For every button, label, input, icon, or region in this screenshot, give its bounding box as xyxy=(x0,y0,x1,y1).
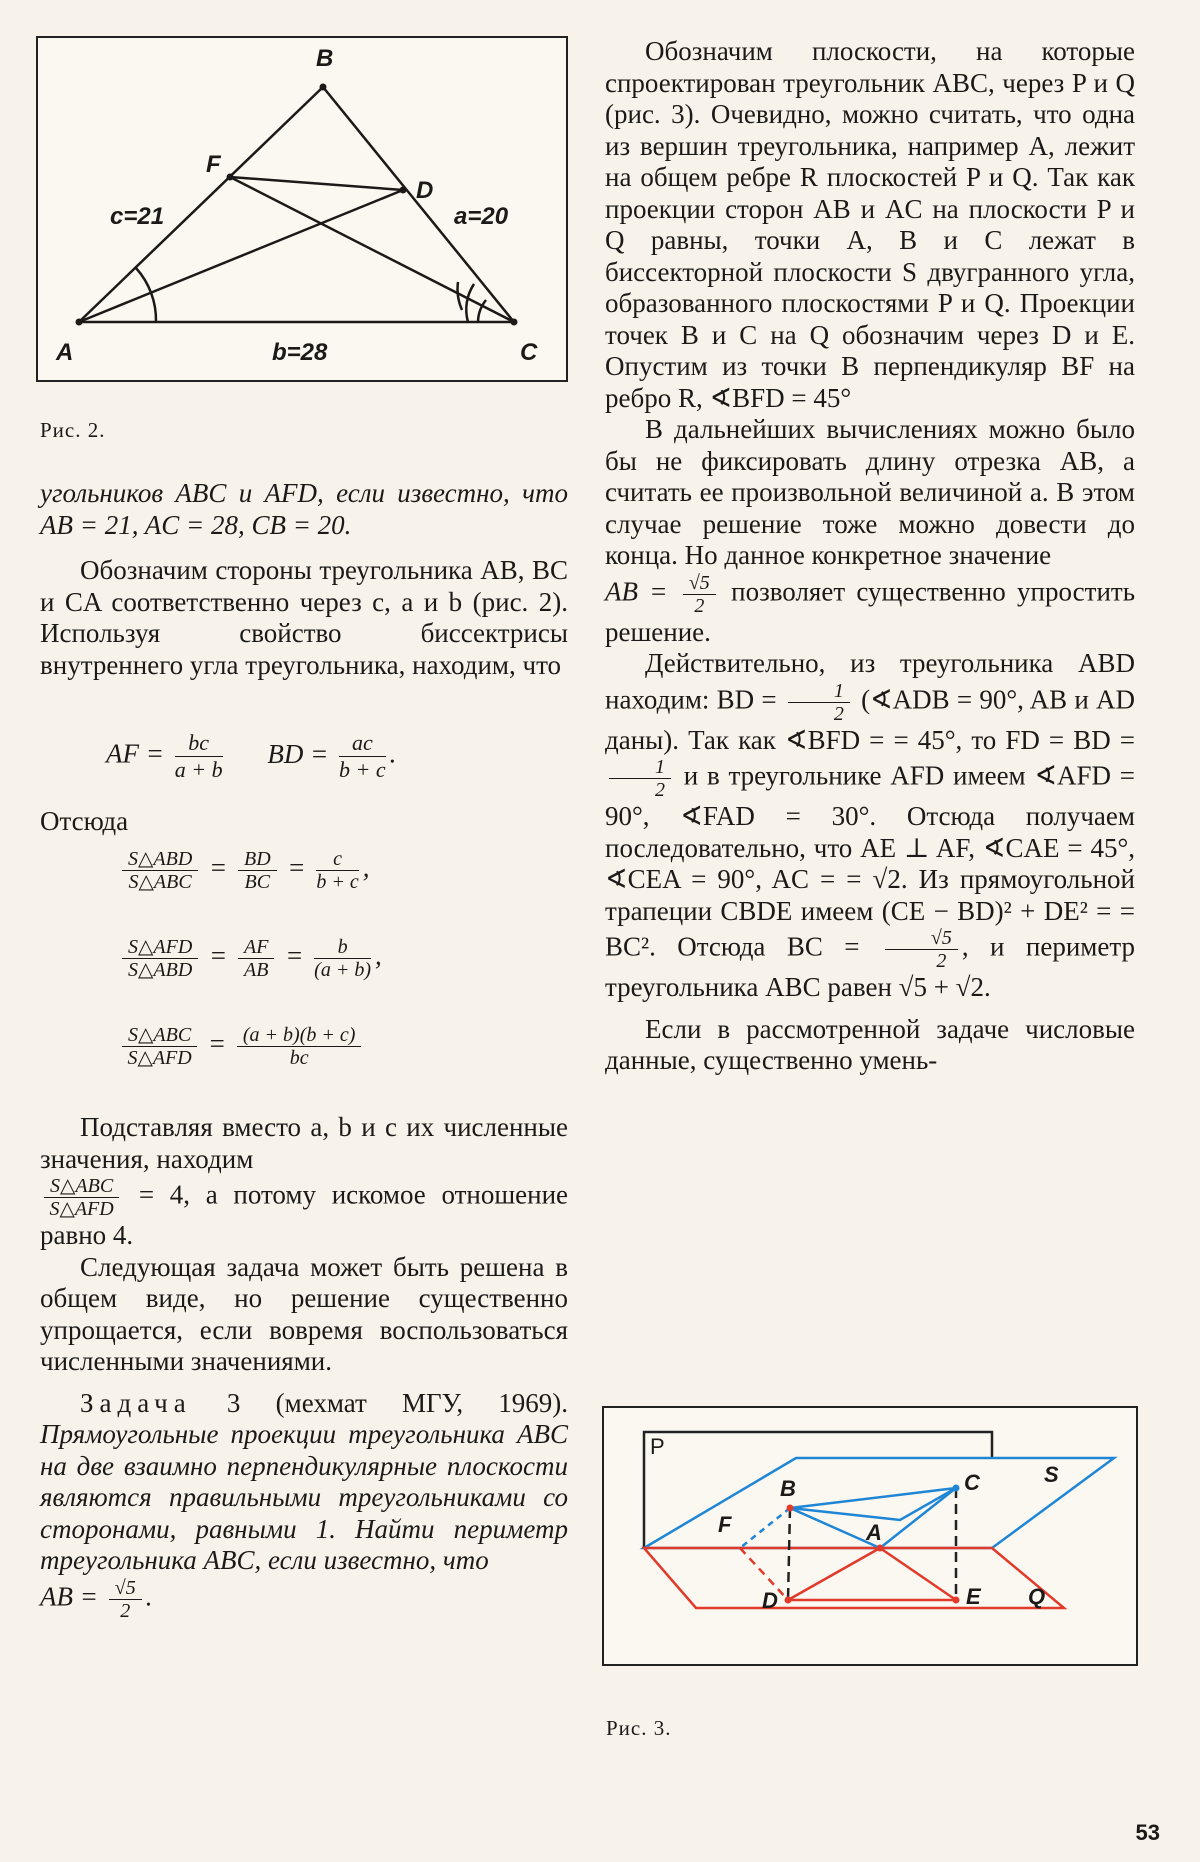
right-para-2-line xyxy=(605,572,1135,649)
r2-mid-num: AF xyxy=(238,936,274,959)
segment-ad xyxy=(788,1548,880,1600)
r1-mid-den: BC xyxy=(244,871,271,893)
f3-label-e: E xyxy=(966,1584,981,1609)
r2-mid-den: AB xyxy=(244,959,269,981)
eq-af-num: bc xyxy=(175,730,223,757)
r2-rhs-den: (a + b) xyxy=(314,959,371,981)
right-para-4: Если в рассмотренной задаче числовые данные, существенно умень- xyxy=(605,1013,1135,1075)
f3-label-d: D xyxy=(762,1588,778,1613)
right-para-2-num: √5 xyxy=(683,572,716,595)
r1-den: S△ABC xyxy=(128,871,192,893)
right-para-3-d: , и периметр треугольника ABC равен √5 + √2. xyxy=(605,931,1135,1002)
right-para-2-den: 2 xyxy=(694,594,705,617)
f3-label-b: B xyxy=(780,1476,796,1501)
r3-num: S△ABC xyxy=(122,1024,197,1047)
r1-rhs-den: b + c xyxy=(316,871,359,893)
task-ab-line: AB = $\frac{√5}{2}$ . xyxy=(40,1576,153,1622)
left-column xyxy=(40,478,568,681)
right-para-3-frac2-den: 2 xyxy=(655,779,665,801)
eq-bd-lhs: BD = xyxy=(267,738,329,769)
p2-frac-num: S△ABC xyxy=(44,1175,119,1198)
right-para-3 xyxy=(605,648,1135,1004)
r3-den: S△AFD xyxy=(127,1047,192,1069)
hence-word: Отсюда xyxy=(40,806,129,836)
f3-label-a: A xyxy=(866,1520,882,1545)
f3-label-q: Q xyxy=(1028,1584,1046,1609)
segment-ae xyxy=(880,1548,956,1600)
label-f: F xyxy=(206,151,221,178)
left-para-3: Следующая задача может быть решена в общем виде, но решение существенно упрощается, если вовремя воспользоваться численными значениями. xyxy=(40,1251,568,1376)
f3-point-b xyxy=(787,1505,794,1512)
point-d xyxy=(400,187,407,194)
right-para-2-end: позволяет существенно упростить решение. xyxy=(605,576,1136,647)
right-para-3-a: Действительно, из треугольника ABD находим: BD = xyxy=(605,648,1135,715)
point-b xyxy=(320,84,327,91)
eq-bd-den: b + c xyxy=(339,757,386,782)
right-para-1: Обозначим плоскости, на которые спроектирован треугольник ABC, через P и Q (рис. 3). Очевидно, можно считать, что одна из вершин треугольника, например A, лежит на общем ребре R плоскостей P и Q. Так как проекции сторон AB и AC на плоскости P и Q равны, точки A, B и C лежат в биссекторной плоскости S двугранного угла, образованного плоскостями P и Q. Проекции точек B и C на Q обозначим через D и E. Опустим из точки B перпендикуляр BF на ребро R, ∢BFD = 45° xyxy=(605,36,1135,413)
figure-3-diagram xyxy=(604,1408,1136,1664)
right-para-3-bc-num: √5 xyxy=(885,927,958,950)
point-f xyxy=(227,174,234,181)
point-a xyxy=(76,319,83,326)
ratio-1: $\frac{\text{S△ABD}}{\text{S△ABC}}$ = $\frac{BD}{BC}$ = $\frac{c}{b + c}$ , xyxy=(118,848,370,893)
f3-label-c: C xyxy=(964,1470,980,1495)
f3-label-s: S xyxy=(1044,1462,1059,1487)
figure-2 xyxy=(36,36,568,382)
f3-label-f: F xyxy=(718,1512,732,1537)
bisector-cf xyxy=(230,177,514,322)
right-para-3-frac-num: 1 xyxy=(788,680,850,703)
eq-af-den: a + b xyxy=(174,757,223,782)
right-para-3-b: (∢ADB = 90°, AB и AD даны). Так как ∢BFD = = 45°, то FD = BD = xyxy=(605,684,1136,755)
task-ab-num: √5 xyxy=(109,1577,142,1600)
page-number: 53 xyxy=(1135,1820,1160,1845)
task-number: 3 (мехмат МГУ, 1969). xyxy=(226,1387,569,1418)
r1-rhs-num: c xyxy=(316,848,358,871)
r1-mid-num: BD xyxy=(238,848,277,871)
label-side-c: c=21 xyxy=(110,203,165,230)
right-para-3-c: и в треугольнике AFD имеем ∢AFD = 90°, ∢FAD = 30°. Отсюда получаем последовательно, что AE ⊥ AF, ∢CAE = 45°, ∢CEA = 90°, AC = = √2. Из прямоугольной трапеции CBDE имеем (CE − BD)² + DE² = = BC². Отсюда BC = xyxy=(605,760,1136,962)
r2-rhs-num: b xyxy=(314,936,371,959)
point-c xyxy=(511,319,518,326)
perpendicular-bf xyxy=(740,1508,790,1548)
task-ab-den: 2 xyxy=(120,1599,131,1622)
f3-point-e xyxy=(953,1597,960,1604)
angle-arc-c2 xyxy=(466,284,474,322)
label-b: B xyxy=(316,45,334,72)
projection-bd xyxy=(788,1508,790,1600)
p2-frac-den: S△AFD xyxy=(49,1198,114,1220)
task-label: Задача xyxy=(80,1387,192,1418)
left-para-2-frac-line xyxy=(40,1175,568,1252)
equation-af-bd: AF = $\frac{bc}{a + b}$ BD = $\frac{ac}{b + c}$ . xyxy=(106,730,397,782)
eq-bd-num: ac xyxy=(339,730,386,757)
r1-num: S△ABD xyxy=(122,848,198,871)
eq-af-lhs: AF = xyxy=(106,738,164,769)
left-para-2-end: = 4, а потому искомое отношение равно 4. xyxy=(40,1179,569,1250)
task-text: Прямоугольные проекции треугольника ABC на две взаимно перпендикулярные плоскости являются правильными треугольниками со сторонами, равными 1. Найти периметр треугольника ABC, если известно, что xyxy=(40,1419,568,1575)
left-column-lower xyxy=(40,1112,568,1622)
f3-label-p: P xyxy=(650,1434,665,1459)
ratio-2: $\frac{\text{S△AFD}}{\text{S△ABD}}$ = $\frac{AF}{AB}$ = $\frac{b}{(a + b)}$ , xyxy=(118,936,382,981)
figure-2-diagram xyxy=(38,38,566,380)
figure-3-caption: Рис. 3. xyxy=(606,1716,672,1740)
left-para-1: Обозначим стороны треугольника AB, BC и CA соответственно через c, a и b (рис. 2). Используя свойство биссектрисы внутреннего угла треугольника, находим, что xyxy=(40,555,568,680)
task-ab-lhs: AB = xyxy=(40,1581,98,1612)
f3-point-d xyxy=(785,1597,792,1604)
r2-num: S△AFD xyxy=(122,936,198,959)
f3-point-a xyxy=(877,1545,884,1552)
right-para-3-frac2-num: 1 xyxy=(609,756,671,779)
r2-den: S△ABD xyxy=(128,959,193,981)
figure-3 xyxy=(602,1406,1138,1666)
r3-rhs-num: (a + b)(b + c) xyxy=(237,1024,362,1047)
segment-fd xyxy=(230,177,403,190)
segments-upper xyxy=(790,1488,956,1520)
f3-point-c xyxy=(953,1485,960,1492)
right-para-2-ab: AB = xyxy=(605,576,668,607)
label-side-b: b=28 xyxy=(272,339,328,366)
right-para-2-start: В дальнейших вычислениях можно было бы не фиксировать длину отрезка AB, а считать ее произвольной величиной a. В этом случае решение тоже можно довести до конца. Но данное конкретное значение xyxy=(605,414,1135,570)
label-d: D xyxy=(416,177,434,204)
figure-2-caption: Рис. 2. xyxy=(40,418,106,442)
ratio-3: $\frac{\text{S△ABC}}{\text{S△AFD}}$ = $\frac{(a + b)(b + c)}{bc}$ xyxy=(118,1024,365,1069)
task-3 xyxy=(40,1388,568,1577)
label-c: C xyxy=(520,339,538,366)
right-para-3-bc-den: 2 xyxy=(936,950,947,972)
right-para-3-frac-den: 2 xyxy=(833,702,844,725)
label-a: A xyxy=(56,339,74,366)
left-intro: угольников ABC и AFD, если известно, что AB = 21, AC = 28, CB = 20. xyxy=(40,478,568,540)
label-side-a: a=20 xyxy=(454,203,509,230)
right-column xyxy=(605,36,1135,1077)
left-para-2-start: Подставляя вместо a, b и c их численные значения, находим xyxy=(40,1112,568,1174)
r3-rhs-den: bc xyxy=(289,1047,309,1069)
